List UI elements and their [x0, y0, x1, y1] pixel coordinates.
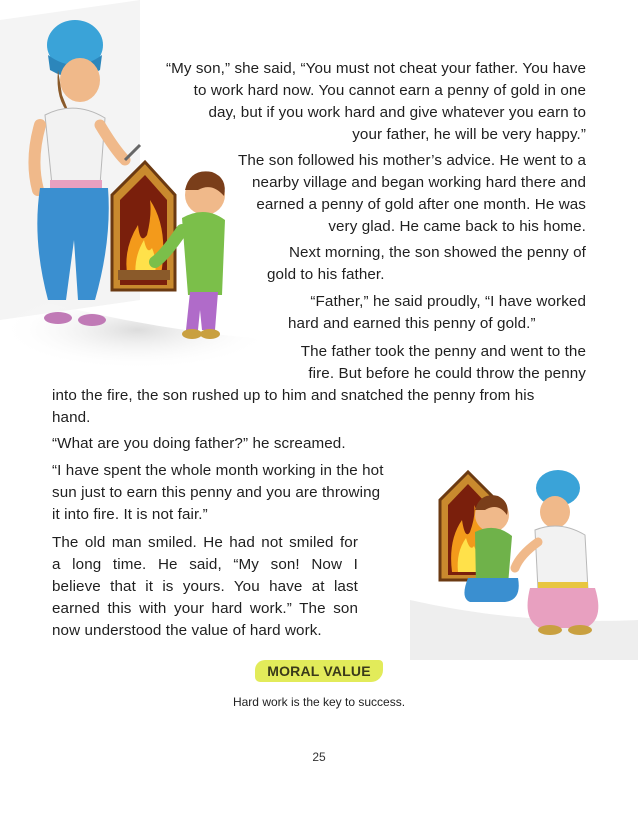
text-line: The son followed his mother’s advice. He went to a — [237, 152, 586, 169]
text-line: “My son,” she said, “You must not cheat your father. You have — [165, 60, 586, 77]
story-paragraph-5-rest — [52, 385, 587, 429]
text-line: “What are you doing father?” he screamed. — [52, 435, 346, 452]
story-paragraph-2 — [212, 150, 586, 238]
text-line: hard and earned this penny of gold.” — [288, 315, 536, 332]
moral-value-heading-wrap — [0, 660, 638, 682]
text-line: “Father,” he said proudly, “I have worked — [310, 293, 586, 310]
text-line: a long time. He said, “My son! Now I — [52, 556, 358, 573]
father-figure — [515, 470, 598, 635]
text-line: very glad. He came back to his home. — [328, 218, 586, 235]
text-line: day, but if you work hard and give whatever you earn to — [208, 104, 586, 121]
text-line: it into fire. It is not fair.” — [52, 506, 208, 523]
text-line: to work hard now. You cannot earn a penny of gold in one — [193, 82, 586, 99]
story-paragraph-4 — [270, 291, 586, 335]
text-line: The father took the penny and went to the — [300, 343, 586, 360]
text-line: now understood the value of hard work. — [52, 622, 322, 639]
story-paragraph-6 — [52, 433, 412, 455]
son-father-fire-illustration — [410, 460, 638, 660]
story-paragraph-3 — [255, 242, 586, 286]
text-line: nearby village and began working hard there and — [252, 174, 586, 191]
moral-value-text: Hard work is the key to success. — [232, 695, 406, 709]
text-line: The old man smiled. He had not smiled for — [52, 534, 358, 551]
story-paragraph-7 — [52, 460, 412, 526]
text-line: Next morning, the son showed the penny of — [288, 244, 586, 261]
text-line: hand. — [52, 409, 91, 426]
text-line: fire. But before he could throw the penny — [308, 365, 586, 382]
text-line: into the fire, the son rushed up to him and snatched the penny from his — [52, 387, 535, 404]
text-line: believe that it is yours. You have at last — [52, 578, 358, 595]
moral-value-heading: MORAL VALUE — [255, 660, 383, 682]
story-paragraph-1 — [140, 58, 586, 146]
text-line: sun just to earn this penny and you are throwing — [52, 484, 381, 501]
story-paragraph-5-top — [265, 341, 586, 385]
story-paragraph-8 — [52, 532, 358, 642]
text-line: gold to his father. — [267, 266, 385, 283]
page-number: 25 — [312, 750, 326, 764]
text-line: earned this with your hard work.” The son — [52, 600, 358, 617]
text-line: earned a penny of gold after one month. He was — [256, 196, 586, 213]
text-line: “I have spent the whole month working in the hot — [52, 462, 384, 479]
text-line: your father, he will be very happy.” — [352, 126, 586, 143]
